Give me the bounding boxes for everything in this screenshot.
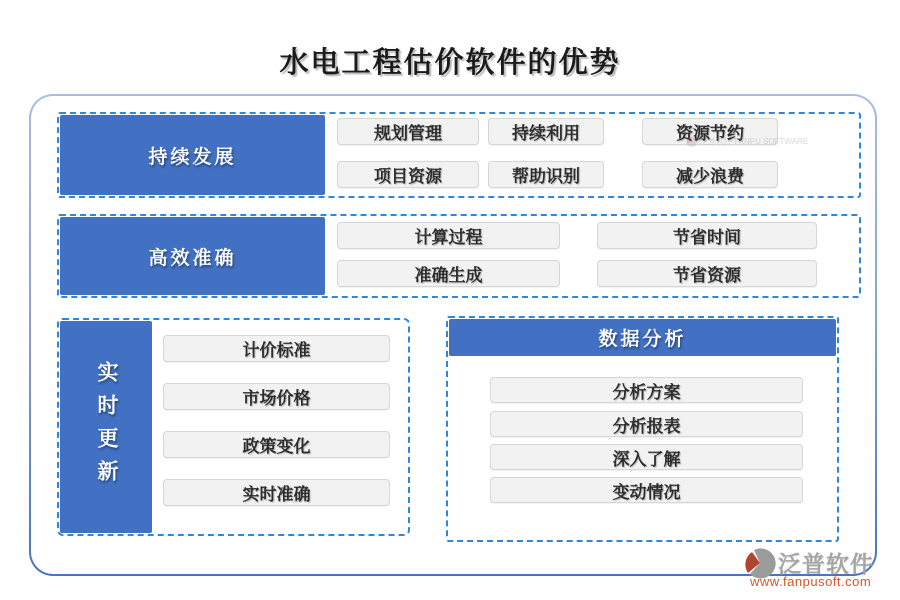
section-efficient-accurate	[57, 214, 861, 298]
fanpu-logo-icon	[686, 136, 697, 147]
brand-website-link[interactable]: www.fanpusoft.com	[750, 574, 872, 589]
section-label: 持续发展	[60, 115, 325, 195]
section-label: 实时更新	[60, 321, 152, 533]
brand-name: 泛普软件	[778, 551, 874, 577]
brand-watermark	[686, 136, 808, 147]
feature-chip[interactable]: 持续利用	[488, 118, 604, 145]
feature-chip[interactable]: 政策变化	[163, 431, 390, 458]
feature-chip[interactable]: 节省资源	[597, 260, 817, 287]
feature-chip[interactable]: 减少浪费	[642, 161, 778, 188]
feature-chip[interactable]: 实时准确	[163, 479, 390, 506]
feature-chip[interactable]: 深入了解	[490, 444, 803, 470]
section-data-analysis	[446, 316, 839, 542]
feature-chip[interactable]: 分析方案	[490, 377, 803, 403]
feature-chip[interactable]: 变动情况	[490, 477, 803, 503]
feature-chip[interactable]: 计价标准	[163, 335, 390, 362]
feature-chip[interactable]: 准确生成	[337, 260, 560, 287]
feature-chip[interactable]: 帮助识别	[488, 161, 604, 188]
feature-chip[interactable]: 规划管理	[337, 118, 479, 145]
feature-chip[interactable]: 资源节约	[642, 118, 778, 145]
section-realtime-update	[57, 318, 410, 536]
feature-chip[interactable]: 项目资源	[337, 161, 479, 188]
feature-chip[interactable]: 市场价格	[163, 383, 390, 410]
section-label: 数据分析	[449, 319, 836, 356]
page-title: 水电工程估价软件的优势	[279, 47, 621, 79]
feature-chip[interactable]: 分析报表	[490, 411, 803, 437]
brand-logo	[744, 546, 900, 589]
brand-watermark-label: 泛普软件 FANPU SOFTWARE	[700, 137, 809, 146]
section-sustained-development	[57, 112, 861, 198]
section-label: 高效准确	[60, 217, 325, 295]
feature-chip[interactable]: 节省时间	[597, 222, 817, 249]
feature-chip[interactable]: 计算过程	[337, 222, 560, 249]
